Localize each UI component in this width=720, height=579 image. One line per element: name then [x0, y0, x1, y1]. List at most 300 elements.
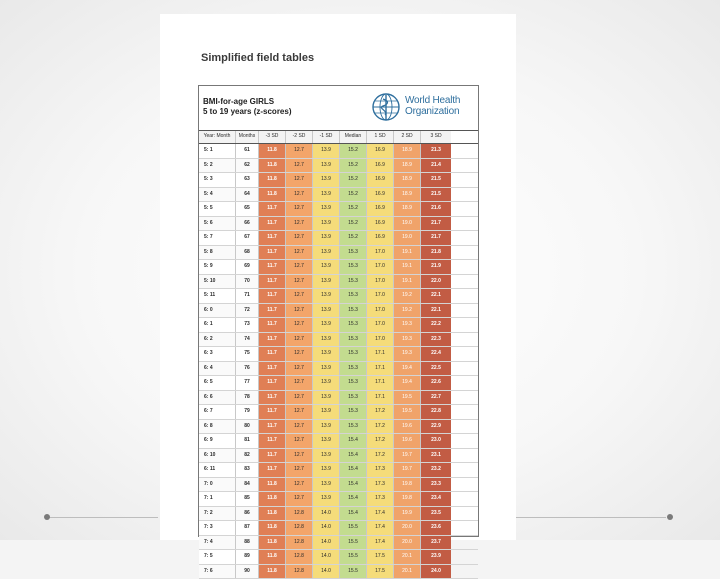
cell-plus-3sd: 22.3 [421, 333, 451, 347]
cell-median: 15.2 [340, 159, 367, 173]
cell-median: 15.3 [340, 289, 367, 303]
cell-minus-3sd: 11.8 [259, 144, 286, 158]
cell-median: 15.5 [340, 536, 367, 550]
table-row [199, 231, 478, 246]
table-row [199, 159, 478, 174]
cell-minus-1sd: 13.9 [313, 275, 340, 289]
cell-minus-3sd: 11.7 [259, 217, 286, 231]
cell-minus-2sd: 12.7 [286, 420, 313, 434]
cell-minus-2sd: 12.7 [286, 434, 313, 448]
cell-plus-2sd: 19.0 [394, 217, 421, 231]
table-row [199, 173, 478, 188]
cell-year-month: 5: 1 [199, 144, 236, 158]
cell-minus-3sd: 11.7 [259, 231, 286, 245]
cell-months: 74 [236, 333, 259, 347]
table-title-line2: 5 to 19 years (z-scores) [203, 107, 353, 117]
cell-minus-1sd: 13.9 [313, 391, 340, 405]
cell-plus-1sd: 17.3 [367, 492, 394, 506]
column-header-minus-3sd: -3 SD [259, 131, 286, 143]
table-row [199, 289, 478, 304]
cell-minus-2sd: 12.7 [286, 376, 313, 390]
cell-median: 15.2 [340, 217, 367, 231]
cell-minus-3sd: 11.7 [259, 347, 286, 361]
who-logo [371, 90, 477, 124]
cell-plus-1sd: 17.3 [367, 463, 394, 477]
cell-months: 71 [236, 289, 259, 303]
cell-plus-3sd: 22.7 [421, 391, 451, 405]
cell-plus-1sd: 16.9 [367, 144, 394, 158]
cell-plus-2sd: 19.7 [394, 463, 421, 477]
cell-median: 15.5 [340, 521, 367, 535]
cell-plus-1sd: 17.2 [367, 434, 394, 448]
cell-minus-2sd: 12.7 [286, 492, 313, 506]
table-row [199, 275, 478, 290]
cell-median: 15.3 [340, 420, 367, 434]
cell-minus-3sd: 11.7 [259, 289, 286, 303]
cell-months: 90 [236, 565, 259, 579]
cell-plus-1sd: 17.1 [367, 362, 394, 376]
cell-minus-1sd: 14.0 [313, 507, 340, 521]
cell-median: 15.2 [340, 144, 367, 158]
cell-months: 63 [236, 173, 259, 187]
cell-minus-1sd: 13.9 [313, 420, 340, 434]
cell-plus-1sd: 17.1 [367, 376, 394, 390]
table-row [199, 260, 478, 275]
cell-plus-1sd: 16.9 [367, 173, 394, 187]
cell-plus-1sd: 17.1 [367, 391, 394, 405]
cell-minus-2sd: 12.7 [286, 289, 313, 303]
cell-plus-1sd: 16.9 [367, 188, 394, 202]
cell-plus-3sd: 21.6 [421, 202, 451, 216]
cell-minus-3sd: 11.7 [259, 376, 286, 390]
cell-minus-2sd: 12.7 [286, 318, 313, 332]
cell-months: 77 [236, 376, 259, 390]
table-title [203, 97, 353, 117]
cell-minus-1sd: 13.9 [313, 478, 340, 492]
table-row [199, 405, 478, 420]
cell-year-month: 6: 4 [199, 362, 236, 376]
cell-minus-1sd: 13.9 [313, 173, 340, 187]
cell-plus-3sd: 21.8 [421, 246, 451, 260]
table-header-row [199, 130, 478, 144]
table-row [199, 478, 478, 493]
cell-plus-2sd: 18.9 [394, 202, 421, 216]
column-header-minus-1sd: -1 SD [313, 131, 340, 143]
table-row [199, 434, 478, 449]
cell-plus-2sd: 19.4 [394, 376, 421, 390]
cell-plus-3sd: 22.4 [421, 347, 451, 361]
cell-plus-1sd: 17.4 [367, 536, 394, 550]
cell-minus-2sd: 12.7 [286, 159, 313, 173]
cell-year-month: 7: 3 [199, 521, 236, 535]
cell-plus-2sd: 19.4 [394, 362, 421, 376]
cell-minus-1sd: 13.9 [313, 347, 340, 361]
cell-year-month: 6: 9 [199, 434, 236, 448]
cell-plus-2sd: 19.3 [394, 333, 421, 347]
cell-minus-3sd: 11.7 [259, 246, 286, 260]
column-header-plus-2sd: 2 SD [394, 131, 421, 143]
cell-minus-3sd: 11.8 [259, 550, 286, 564]
cell-months: 65 [236, 202, 259, 216]
cell-minus-1sd: 14.0 [313, 521, 340, 535]
cell-months: 68 [236, 246, 259, 260]
cell-year-month: 6: 5 [199, 376, 236, 390]
cell-year-month: 5: 8 [199, 246, 236, 260]
cell-year-month: 5: 3 [199, 173, 236, 187]
cell-plus-3sd: 22.8 [421, 405, 451, 419]
cell-plus-1sd: 17.2 [367, 405, 394, 419]
cell-minus-3sd: 11.7 [259, 420, 286, 434]
cell-minus-3sd: 11.7 [259, 463, 286, 477]
cell-months: 72 [236, 304, 259, 318]
cell-minus-1sd: 13.9 [313, 231, 340, 245]
cell-minus-1sd: 13.9 [313, 304, 340, 318]
cell-plus-1sd: 17.0 [367, 304, 394, 318]
cell-median: 15.4 [340, 492, 367, 506]
cell-months: 88 [236, 536, 259, 550]
cell-plus-1sd: 17.1 [367, 347, 394, 361]
cell-minus-1sd: 13.9 [313, 463, 340, 477]
column-header-year-month: Year: Month [199, 131, 236, 143]
cell-minus-3sd: 11.7 [259, 405, 286, 419]
cell-minus-2sd: 12.7 [286, 275, 313, 289]
column-header-months: Months [236, 131, 259, 143]
cell-year-month: 7: 2 [199, 507, 236, 521]
cell-minus-3sd: 11.7 [259, 362, 286, 376]
cell-median: 15.3 [340, 405, 367, 419]
cell-plus-2sd: 19.6 [394, 420, 421, 434]
table-row [199, 521, 478, 536]
column-header-minus-2sd: -2 SD [286, 131, 313, 143]
cell-plus-3sd: 23.5 [421, 507, 451, 521]
cell-plus-2sd: 20.1 [394, 550, 421, 564]
cell-plus-2sd: 18.9 [394, 173, 421, 187]
cell-minus-2sd: 12.7 [286, 362, 313, 376]
cell-months: 61 [236, 144, 259, 158]
cell-plus-1sd: 16.9 [367, 202, 394, 216]
cell-plus-2sd: 19.1 [394, 260, 421, 274]
cell-minus-3sd: 11.8 [259, 188, 286, 202]
cell-plus-3sd: 23.0 [421, 434, 451, 448]
cell-plus-2sd: 20.1 [394, 565, 421, 579]
cell-minus-3sd: 11.8 [259, 478, 286, 492]
cell-year-month: 7: 4 [199, 536, 236, 550]
cell-plus-1sd: 17.0 [367, 275, 394, 289]
cell-plus-2sd: 19.3 [394, 318, 421, 332]
cell-plus-1sd: 17.2 [367, 420, 394, 434]
cell-months: 76 [236, 362, 259, 376]
table-row [199, 550, 478, 565]
cell-median: 15.4 [340, 434, 367, 448]
cell-year-month: 7: 1 [199, 492, 236, 506]
column-header-plus-1sd: 1 SD [367, 131, 394, 143]
cell-plus-3sd: 22.9 [421, 420, 451, 434]
cell-minus-2sd: 12.8 [286, 550, 313, 564]
cell-minus-1sd: 14.0 [313, 565, 340, 579]
table-row [199, 333, 478, 348]
table-row [199, 246, 478, 261]
cell-year-month: 7: 6 [199, 565, 236, 579]
cell-plus-2sd: 19.8 [394, 492, 421, 506]
cell-median: 15.3 [340, 376, 367, 390]
who-name [405, 95, 479, 117]
cell-year-month: 6: 3 [199, 347, 236, 361]
cell-minus-2sd: 12.7 [286, 144, 313, 158]
cell-year-month: 6: 1 [199, 318, 236, 332]
cell-months: 86 [236, 507, 259, 521]
cell-plus-1sd: 17.4 [367, 507, 394, 521]
cell-plus-1sd: 17.0 [367, 260, 394, 274]
cell-minus-1sd: 13.9 [313, 202, 340, 216]
cell-months: 87 [236, 521, 259, 535]
cell-year-month: 6: 10 [199, 449, 236, 463]
cell-plus-3sd: 21.3 [421, 144, 451, 158]
cell-year-month: 6: 11 [199, 463, 236, 477]
cell-minus-3sd: 11.7 [259, 333, 286, 347]
footer-dot-left [44, 514, 50, 520]
cell-plus-3sd: 21.7 [421, 217, 451, 231]
table-row [199, 463, 478, 478]
cell-plus-2sd: 19.5 [394, 405, 421, 419]
cell-minus-1sd: 13.9 [313, 492, 340, 506]
who-name-line2: Organization [405, 106, 479, 117]
table-row [199, 144, 478, 159]
table-body [199, 144, 478, 579]
cell-median: 15.3 [340, 318, 367, 332]
cell-minus-1sd: 13.9 [313, 217, 340, 231]
cell-year-month: 5: 2 [199, 159, 236, 173]
cell-months: 80 [236, 420, 259, 434]
cell-months: 64 [236, 188, 259, 202]
cell-plus-1sd: 16.9 [367, 159, 394, 173]
cell-minus-1sd: 13.9 [313, 260, 340, 274]
bmi-table-box [198, 85, 479, 537]
cell-year-month: 5: 11 [199, 289, 236, 303]
cell-minus-2sd: 12.7 [286, 231, 313, 245]
cell-months: 85 [236, 492, 259, 506]
cell-minus-3sd: 11.7 [259, 318, 286, 332]
bmi-table [199, 130, 478, 579]
cell-minus-3sd: 11.8 [259, 521, 286, 535]
table-title-line1: BMI-for-age GIRLS [203, 97, 353, 107]
cell-minus-1sd: 13.9 [313, 362, 340, 376]
cell-months: 82 [236, 449, 259, 463]
cell-median: 15.2 [340, 231, 367, 245]
column-header-median: Median [340, 131, 367, 143]
cell-year-month: 6: 0 [199, 304, 236, 318]
table-row [199, 318, 478, 333]
cell-minus-3sd: 11.8 [259, 173, 286, 187]
cell-plus-2sd: 18.9 [394, 188, 421, 202]
cell-median: 15.3 [340, 246, 367, 260]
cell-median: 15.4 [340, 449, 367, 463]
cell-plus-3sd: 23.2 [421, 463, 451, 477]
cell-plus-2sd: 19.2 [394, 304, 421, 318]
footer-rule-left [48, 517, 158, 518]
table-row [199, 507, 478, 522]
cell-plus-3sd: 21.9 [421, 260, 451, 274]
cell-minus-1sd: 13.9 [313, 333, 340, 347]
cell-months: 70 [236, 275, 259, 289]
table-row [199, 202, 478, 217]
cell-plus-2sd: 19.5 [394, 391, 421, 405]
cell-minus-1sd: 13.9 [313, 144, 340, 158]
who-emblem-icon [371, 92, 401, 122]
cell-minus-2sd: 12.7 [286, 405, 313, 419]
table-row [199, 449, 478, 464]
cell-minus-2sd: 12.8 [286, 507, 313, 521]
cell-minus-3sd: 11.7 [259, 304, 286, 318]
cell-minus-2sd: 12.8 [286, 565, 313, 579]
cell-median: 15.2 [340, 173, 367, 187]
cell-plus-3sd: 23.3 [421, 478, 451, 492]
cell-months: 69 [236, 260, 259, 274]
cell-months: 89 [236, 550, 259, 564]
cell-plus-2sd: 18.9 [394, 159, 421, 173]
table-row [199, 347, 478, 362]
cell-minus-1sd: 13.9 [313, 434, 340, 448]
cell-median: 15.2 [340, 202, 367, 216]
cell-minus-1sd: 14.0 [313, 550, 340, 564]
cell-minus-3sd: 11.7 [259, 202, 286, 216]
cell-median: 15.2 [340, 188, 367, 202]
cell-year-month: 5: 9 [199, 260, 236, 274]
cell-year-month: 6: 6 [199, 391, 236, 405]
cell-plus-3sd: 22.1 [421, 304, 451, 318]
table-row [199, 188, 478, 203]
cell-minus-2sd: 12.7 [286, 304, 313, 318]
cell-minus-2sd: 12.7 [286, 347, 313, 361]
cell-months: 66 [236, 217, 259, 231]
cell-minus-2sd: 12.7 [286, 173, 313, 187]
cell-plus-2sd: 19.8 [394, 478, 421, 492]
cell-plus-3sd: 21.5 [421, 173, 451, 187]
cell-minus-2sd: 12.7 [286, 246, 313, 260]
table-row [199, 391, 478, 406]
table-row [199, 304, 478, 319]
cell-plus-1sd: 17.0 [367, 318, 394, 332]
who-name-line1: World Health [405, 95, 479, 106]
cell-plus-1sd: 16.9 [367, 231, 394, 245]
document-title: Simplified field tables [201, 52, 314, 64]
column-header-plus-3sd: 3 SD [421, 131, 451, 143]
table-row [199, 420, 478, 435]
footer-rule-right [516, 517, 666, 518]
cell-plus-2sd: 19.2 [394, 289, 421, 303]
cell-minus-3sd: 11.8 [259, 507, 286, 521]
cell-months: 62 [236, 159, 259, 173]
cell-median: 15.3 [340, 362, 367, 376]
cell-median: 15.3 [340, 275, 367, 289]
cell-year-month: 6: 2 [199, 333, 236, 347]
cell-plus-1sd: 17.0 [367, 333, 394, 347]
cell-plus-3sd: 24.0 [421, 565, 451, 579]
cell-year-month: 5: 7 [199, 231, 236, 245]
cell-months: 84 [236, 478, 259, 492]
cell-months: 83 [236, 463, 259, 477]
cell-minus-1sd: 13.9 [313, 289, 340, 303]
cell-months: 67 [236, 231, 259, 245]
cell-plus-1sd: 17.5 [367, 550, 394, 564]
cell-plus-3sd: 22.1 [421, 289, 451, 303]
cell-plus-2sd: 20.0 [394, 521, 421, 535]
cell-minus-3sd: 11.8 [259, 536, 286, 550]
table-row [199, 217, 478, 232]
cell-minus-2sd: 12.7 [286, 217, 313, 231]
cell-year-month: 6: 7 [199, 405, 236, 419]
cell-minus-2sd: 12.7 [286, 202, 313, 216]
cell-plus-1sd: 17.0 [367, 289, 394, 303]
cell-median: 15.5 [340, 550, 367, 564]
cell-minus-3sd: 11.8 [259, 565, 286, 579]
cell-plus-1sd: 17.2 [367, 449, 394, 463]
cell-minus-2sd: 12.7 [286, 333, 313, 347]
cell-plus-2sd: 19.7 [394, 449, 421, 463]
cell-plus-3sd: 23.6 [421, 521, 451, 535]
cell-median: 15.4 [340, 507, 367, 521]
cell-median: 15.3 [340, 304, 367, 318]
cell-plus-2sd: 19.3 [394, 347, 421, 361]
cell-year-month: 5: 6 [199, 217, 236, 231]
cell-minus-1sd: 13.9 [313, 246, 340, 260]
cell-plus-2sd: 18.9 [394, 144, 421, 158]
cell-minus-1sd: 14.0 [313, 536, 340, 550]
cell-plus-1sd: 17.5 [367, 565, 394, 579]
cell-year-month: 7: 0 [199, 478, 236, 492]
cell-median: 15.3 [340, 347, 367, 361]
cell-minus-1sd: 13.9 [313, 188, 340, 202]
table-row [199, 565, 478, 579]
cell-minus-2sd: 12.7 [286, 463, 313, 477]
table-row [199, 362, 478, 377]
cell-plus-1sd: 16.9 [367, 217, 394, 231]
cell-median: 15.4 [340, 463, 367, 477]
document-page [160, 14, 516, 540]
cell-months: 79 [236, 405, 259, 419]
cell-minus-3sd: 11.8 [259, 492, 286, 506]
cell-minus-3sd: 11.7 [259, 260, 286, 274]
cell-minus-3sd: 11.7 [259, 449, 286, 463]
cell-plus-3sd: 23.7 [421, 536, 451, 550]
cell-plus-3sd: 23.9 [421, 550, 451, 564]
cell-plus-3sd: 22.5 [421, 362, 451, 376]
cell-minus-1sd: 13.9 [313, 318, 340, 332]
cell-minus-2sd: 12.7 [286, 391, 313, 405]
cell-months: 78 [236, 391, 259, 405]
cell-minus-2sd: 12.8 [286, 536, 313, 550]
cell-minus-2sd: 12.7 [286, 478, 313, 492]
cell-plus-2sd: 20.0 [394, 536, 421, 550]
cell-plus-1sd: 17.0 [367, 246, 394, 260]
table-row [199, 536, 478, 551]
cell-plus-3sd: 23.4 [421, 492, 451, 506]
cell-median: 15.5 [340, 565, 367, 579]
cell-plus-3sd: 22.0 [421, 275, 451, 289]
cell-year-month: 5: 4 [199, 188, 236, 202]
cell-plus-1sd: 17.4 [367, 521, 394, 535]
cell-minus-3sd: 11.8 [259, 159, 286, 173]
cell-months: 75 [236, 347, 259, 361]
cell-months: 73 [236, 318, 259, 332]
cell-minus-2sd: 12.7 [286, 260, 313, 274]
cell-median: 15.3 [340, 260, 367, 274]
cell-plus-2sd: 19.1 [394, 275, 421, 289]
cell-minus-3sd: 11.7 [259, 275, 286, 289]
cell-minus-1sd: 13.9 [313, 405, 340, 419]
cell-year-month: 5: 10 [199, 275, 236, 289]
cell-plus-3sd: 21.7 [421, 231, 451, 245]
cell-minus-3sd: 11.7 [259, 434, 286, 448]
